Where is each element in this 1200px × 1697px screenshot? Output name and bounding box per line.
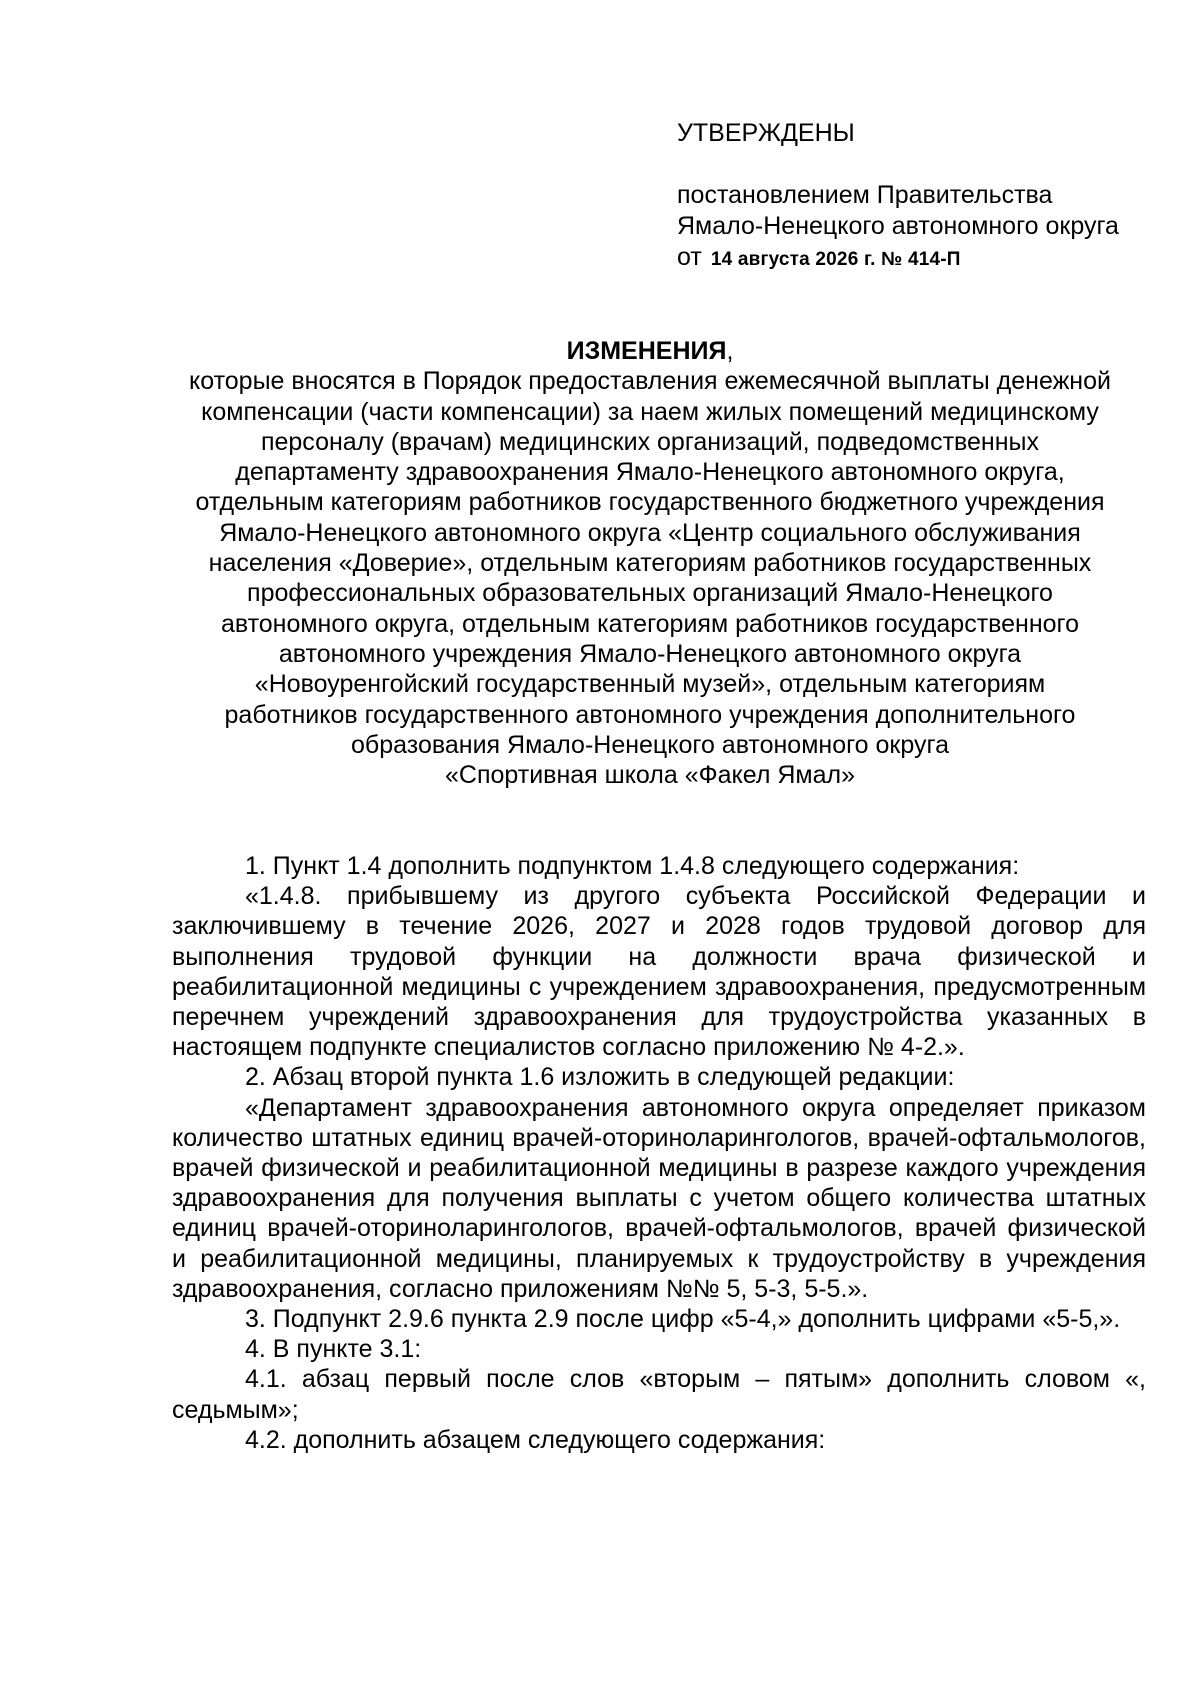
approved-label: УТВЕРЖДЕНЫ <box>677 119 855 147</box>
title-line: автономного округа, отдельным категориям работников государственного <box>220 609 1080 638</box>
title-line: компенсации (части компенсации) за наем жилых помещений медицинскому <box>201 397 1099 426</box>
paragraph-item-4-1: 4.1. абзац первый после слов «вторым – пятым» дополнить словом «, седьмым»; <box>172 1365 1146 1424</box>
paragraph-item-2: 2. Абзац второй пункта 1.6 изложить в следующей редакции: <box>245 1063 955 1092</box>
title-line: автономного учреждения Ямало-Ненецкого автономного округа <box>278 639 1022 668</box>
title-line: работников государственного автономного учреждения дополнительного <box>224 700 1076 729</box>
paragraph-department-text: «Департамент здравоохранения автономного округа определяет приказом количество штатных единиц врачей-оториноларингологов, врачей-офтальмологов, врачей физической и реабилитационной медицины в разрезе каждого учреждения здравоохранения для получения выплаты с учетом общего количества штатных единиц врачей-оториноларингологов, врачей-офтальмологов, врачей физической и реабилитационной медицины, планируемых к трудоустройству в учреждения здравоохранения, согласно приложениям №№ 5, 5-3, 5-5.». <box>172 1093 1146 1303</box>
approval-date-line <box>677 242 1177 275</box>
title-line: образования Ямало-Ненецкого автономного округа <box>351 730 949 759</box>
title-line: Ямало-Ненецкого автономного округа «Центр социального обслуживания <box>219 518 1081 547</box>
title-line: департаменту здравоохранения Ямало-Ненецкого автономного округа, <box>235 458 1065 487</box>
document-title <box>160 336 1140 790</box>
title-line: «Спортивная школа «Факел Ямал» <box>445 761 855 790</box>
approval-line-2: Ямало-Ненецкого автономного округа <box>677 212 1119 240</box>
paragraph-subitem-1-4-8: «1.4.8. прибывшему из другого субъекта Российской Федерации и заключившему в течение 2026, 2027 и 2028 годов трудовой договор для выполнения трудовой функции на должности врача физической и реабилитационной медицины с учреждением здравоохранения, предусмотренным перечнем учреждений здравоохранения для трудоустройства указанных в настоящем подпункте специалистов согласно приложению № 4-2.». <box>172 882 1146 1062</box>
title-line: отдельным категориям работников государственного бюджетного учреждения <box>195 488 1105 517</box>
date-prefix: от <box>677 243 702 271</box>
title-line: которые вносятся в Порядок предоставления ежемесячной выплаты денежной <box>189 367 1111 396</box>
paragraph-item-1: 1. Пункт 1.4 дополнить подпунктом 1.4.8 следующего содержания: <box>245 852 1020 880</box>
paragraph-item-4: 4. В пункте 3.1: <box>245 1335 422 1364</box>
approval-line-1: постановлением Правительства <box>677 181 1053 209</box>
title-line: населения «Доверие», отдельным категориям работников государственных <box>208 549 1092 578</box>
document-body <box>172 851 1146 1455</box>
paragraph-item-4-2: 4.2. дополнить абзацем следующего содержания: <box>245 1425 826 1454</box>
approval-stamp <box>677 118 1177 275</box>
title-line: персоналу (врачам) медицинских организаций, подведомственных <box>260 427 1040 456</box>
title-line: профессиональных образовательных организаций Ямало-Ненецкого <box>247 579 1053 608</box>
title-heading-comma: , <box>726 337 734 365</box>
title-heading <box>160 336 1140 366</box>
paragraph-item-3: 3. Подпункт 2.9.6 пункта 2.9 после цифр «5-4,» дополнить цифрами «5-5,». <box>245 1305 1121 1334</box>
approval-date-value: 14 августа 2026 г. № 414-П <box>710 249 961 270</box>
title-heading-word: ИЗМЕНЕНИЯ <box>566 337 727 365</box>
title-line: «Новоуренгойский государственный музей», отдельным категориям <box>254 670 1046 699</box>
